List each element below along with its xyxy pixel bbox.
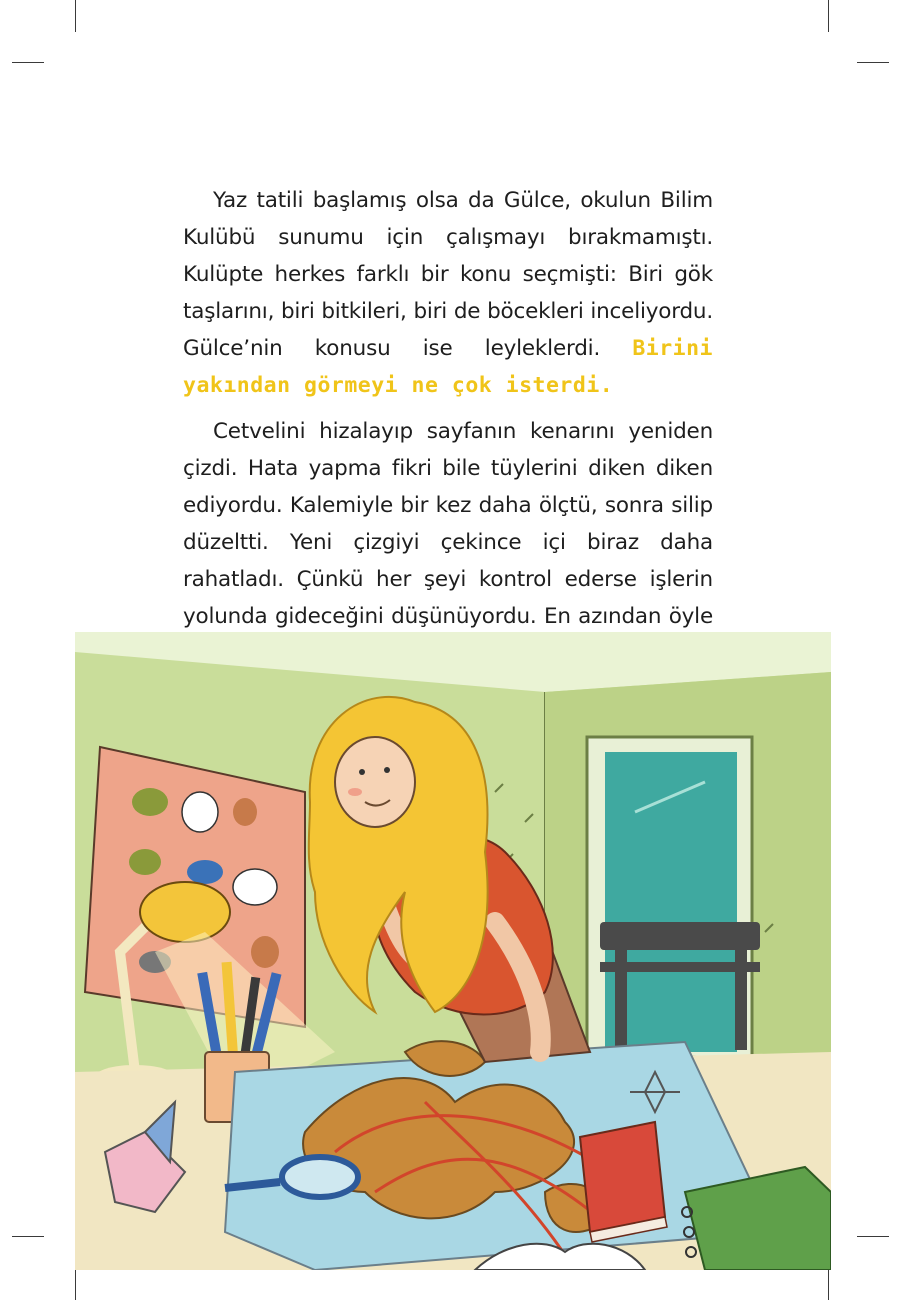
illustration-girl-with-map bbox=[75, 632, 831, 1270]
crop-mark bbox=[828, 0, 829, 32]
girl-eye bbox=[359, 769, 365, 775]
paragraph-2-text: Cetvelini hizalayıp sayfanın kenarını yeniden çizdi. Hata yapma fikri bile tüylerini diken diken ediyordu. Kalemiyle bir kez daha ölçtü, sonra silip düzeltti. Yeni çizgiyi çekince içi biraz daha rahatladı. Çünkü her şeyi kontrol ederse işlerin yolunda gideceğini düşünüyordu. En azından öyle bbox=[183, 419, 713, 629]
girl-eye bbox=[384, 767, 390, 773]
crop-mark bbox=[12, 62, 44, 63]
crop-mark bbox=[12, 1236, 44, 1237]
paragraph-1 bbox=[183, 182, 713, 404]
crop-mark bbox=[857, 62, 889, 63]
crop-mark bbox=[857, 1236, 889, 1237]
crop-mark bbox=[828, 1268, 829, 1300]
crop-mark bbox=[75, 1268, 76, 1300]
window bbox=[587, 737, 752, 1057]
highlighted-sentence: Birini yakından görmeyi ne çok isterdi. bbox=[183, 336, 713, 398]
crop-mark bbox=[75, 0, 76, 32]
girl-cheek bbox=[348, 788, 362, 796]
book bbox=[580, 1122, 667, 1242]
story-text bbox=[183, 182, 713, 672]
paragraph-1-text: Yaz tatili başlamış olsa da Gülce, okulun Bilim Kulübü sunumu için çalışmayı bırakmamıştı. Kulüpte herkes farklı bir konu seçmişti: Biri gök taşlarını, biri bitkileri, biri de böcekleri inceliyordu. Gülce’nin konusu ise leyleklerdi. bbox=[183, 188, 713, 361]
girl-face bbox=[335, 737, 415, 827]
